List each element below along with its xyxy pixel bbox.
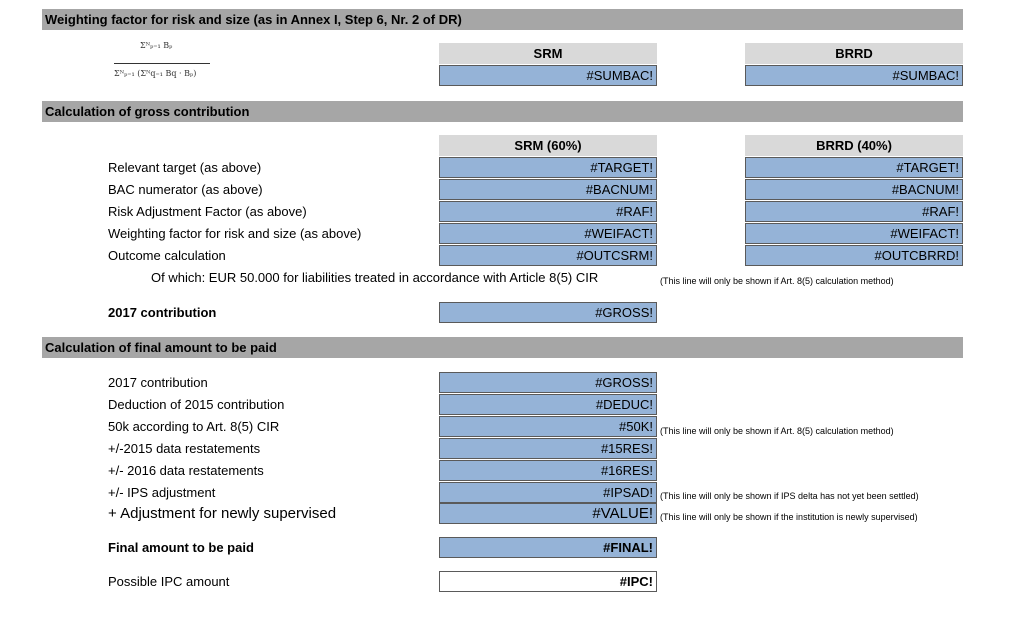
row-label-weighting-factor: Weighting factor for risk and size (as above) <box>108 226 362 241</box>
weighting-srm-cell[interactable]: #SUMBAC! <box>439 65 657 86</box>
weifact-srm-cell[interactable]: #WEIFACT! <box>439 223 657 244</box>
srm-column-header: SRM <box>439 43 657 64</box>
gross-contribution-label: 2017 contribution <box>108 305 217 320</box>
final-gross-cell[interactable]: #GROSS! <box>439 372 657 393</box>
final-row-label-50k: 50k according to Art. 8(5) CIR <box>108 419 280 434</box>
ips-note: (This line will only be shown if IPS delta has not yet been settled) <box>660 491 919 501</box>
srm-60-column-header: SRM (60%) <box>439 135 657 156</box>
row-label-outcome: Outcome calculation <box>108 248 226 263</box>
formula-fraction-line <box>114 63 210 64</box>
restatements-2016-cell[interactable]: #16RES! <box>439 460 657 481</box>
final-row-label-ips: +/- IPS adjustment <box>108 485 216 500</box>
ipc-cell[interactable]: #IPC! <box>439 571 657 592</box>
weighting-brrd-cell[interactable]: #SUMBAC! <box>745 65 963 86</box>
ips-adjustment-cell[interactable]: #IPSAD! <box>439 482 657 503</box>
gross-contribution-cell[interactable]: #GROSS! <box>439 302 657 323</box>
formula-denominator: Σᴺₚ₌₁ (Σᴺq₌₁ Bq · Bₚ) <box>114 69 197 78</box>
weighting-formula <box>112 41 212 85</box>
final-amount-cell[interactable]: #FINAL! <box>439 537 657 558</box>
target-srm-cell[interactable]: #TARGET! <box>439 157 657 178</box>
brrd-40-column-header: BRRD (40%) <box>745 135 963 156</box>
of-which-note: (This line will only be shown if Art. 8(5) calculation method) <box>660 276 894 286</box>
outcome-brrd-cell[interactable]: #OUTCBRRD! <box>745 245 963 266</box>
raf-srm-cell[interactable]: #RAF! <box>439 201 657 222</box>
fifty-k-cell[interactable]: #50K! <box>439 416 657 437</box>
final-row-label-deduction: Deduction of 2015 contribution <box>108 397 285 412</box>
restatements-2015-cell[interactable]: #15RES! <box>439 438 657 459</box>
target-brrd-cell[interactable]: #TARGET! <box>745 157 963 178</box>
section-header-weighting: Weighting factor for risk and size (as in Annex I, Step 6, Nr. 2 of DR) <box>42 9 963 30</box>
deduction-cell[interactable]: #DEDUC! <box>439 394 657 415</box>
row-label-bac-numerator: BAC numerator (as above) <box>108 182 263 197</box>
raf-brrd-cell[interactable]: #RAF! <box>745 201 963 222</box>
of-which-label: Of which: EUR 50.000 for liabilities treated in accordance with Article 8(5) CIR <box>151 270 599 285</box>
bacnum-srm-cell[interactable]: #BACNUM! <box>439 179 657 200</box>
weifact-brrd-cell[interactable]: #WEIFACT! <box>745 223 963 244</box>
bacnum-brrd-cell[interactable]: #BACNUM! <box>745 179 963 200</box>
final-row-label-contribution: 2017 contribution <box>108 375 208 390</box>
section-header-gross: Calculation of gross contribution <box>42 101 963 122</box>
final-row-label-newly-supervised: + Adjustment for newly supervised <box>108 505 337 522</box>
brrd-column-header: BRRD <box>745 43 963 64</box>
row-label-relevant-target: Relevant target (as above) <box>108 160 262 175</box>
ipc-label: Possible IPC amount <box>108 574 230 589</box>
fifty-k-note: (This line will only be shown if Art. 8(5) calculation method) <box>660 426 894 436</box>
final-row-label-2016-restatements: +/- 2016 data restatements <box>108 463 264 478</box>
final-row-label-2015-restatements: +/-2015 data restatements <box>108 441 261 456</box>
formula-numerator: Σᴺₚ₌₁ Bₚ <box>140 41 173 50</box>
section-header-final: Calculation of final amount to be paid <box>42 337 963 358</box>
row-label-risk-adjustment: Risk Adjustment Factor (as above) <box>108 204 307 219</box>
newly-supervised-note: (This line will only be shown if the institution is newly supervised) <box>660 512 918 522</box>
final-amount-label: Final amount to be paid <box>108 540 254 555</box>
outcome-srm-cell[interactable]: #OUTCSRM! <box>439 245 657 266</box>
newly-supervised-cell[interactable]: #VALUE! <box>439 503 657 524</box>
